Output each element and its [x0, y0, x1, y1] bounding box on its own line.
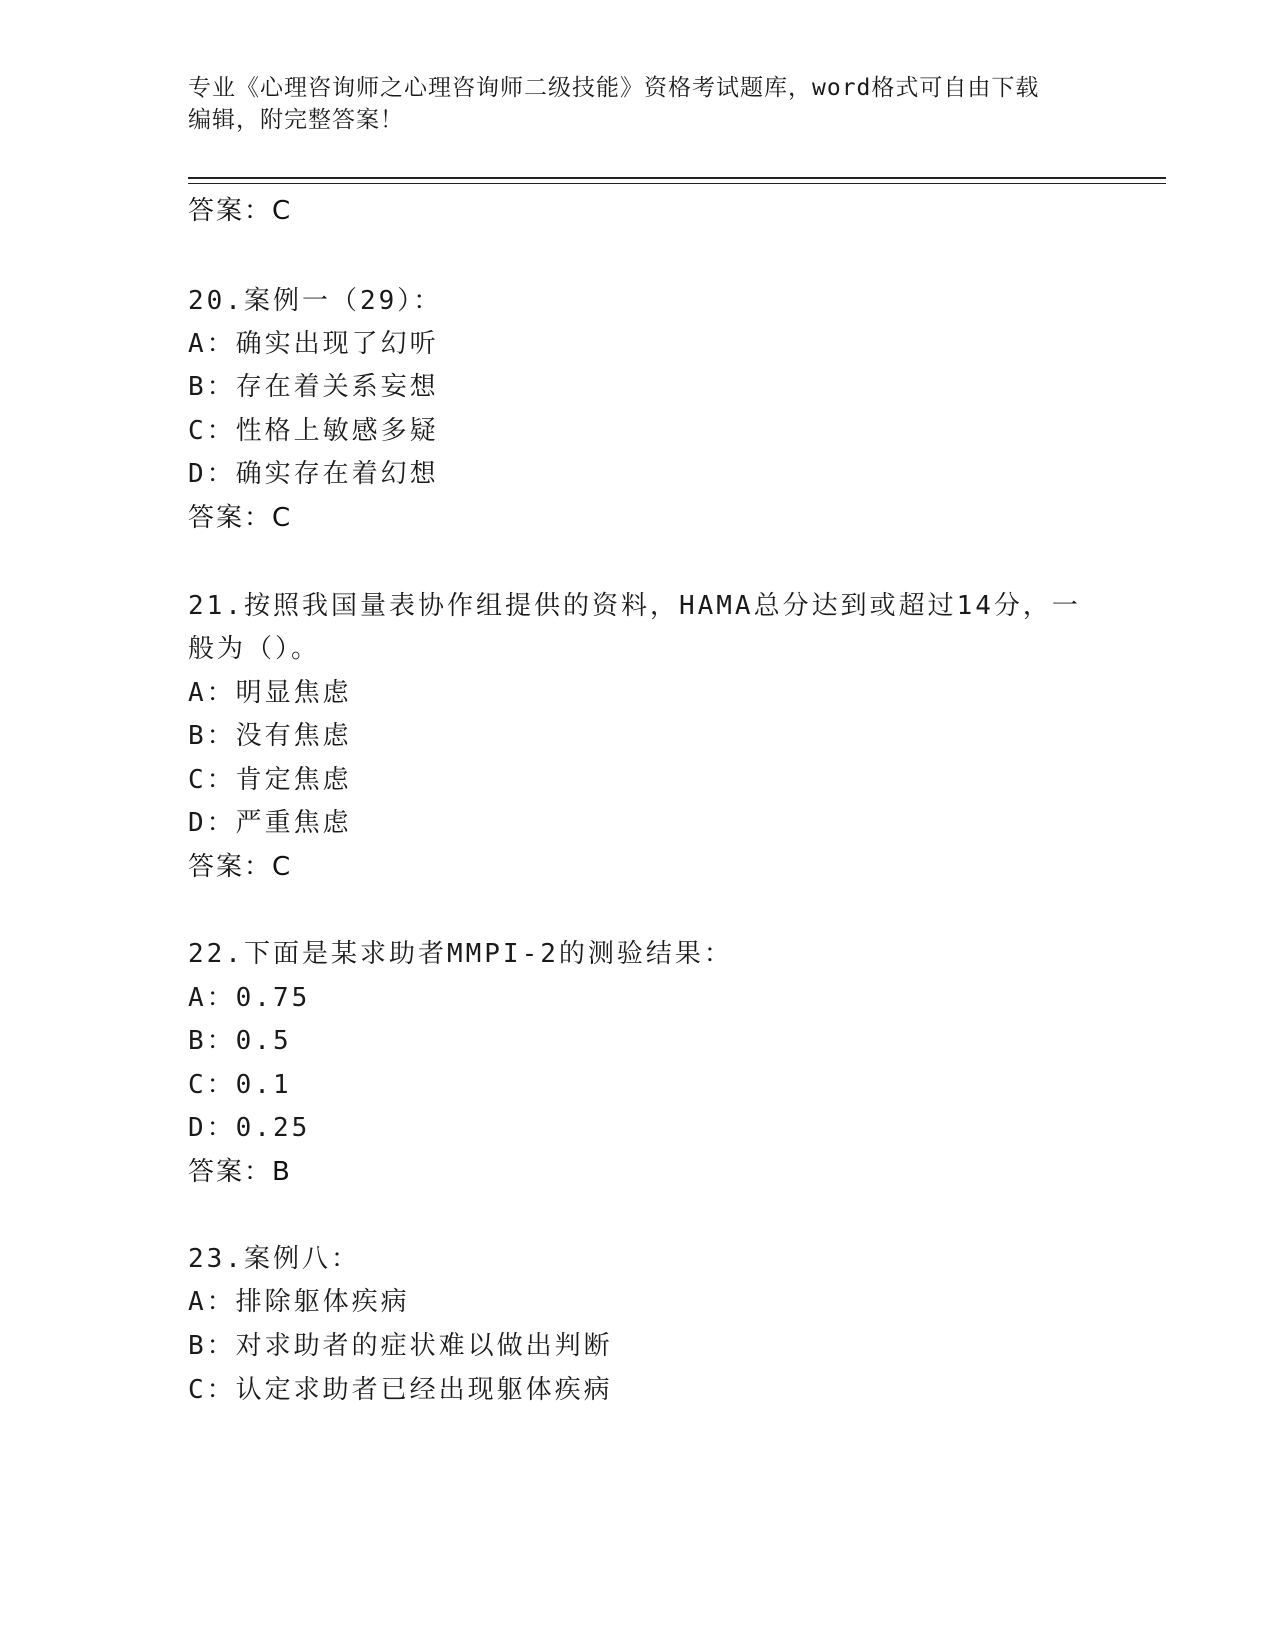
question-20-option-b: B：存在着关系妄想	[188, 372, 439, 402]
question-21-option-c: C：肯定焦虑	[188, 765, 352, 795]
answer-20: 答案：C	[188, 503, 293, 533]
question-23-option-a: A：排除躯体疾病	[188, 1287, 410, 1317]
header-line-1: 专业《心理咨询师之心理咨询师二级技能》资格考试题库，word格式可自由下载	[188, 75, 1040, 101]
question-23-option-b: B：对求助者的症状难以做出判断	[188, 1331, 613, 1361]
header-line-2: 编辑，附完整答案！	[188, 107, 404, 133]
question-23-option-c: C：认定求助者已经出现躯体疾病	[188, 1375, 613, 1405]
question-20-option-a: A：确实出现了幻听	[188, 329, 439, 359]
question-22-option-b: B：0.5	[188, 1026, 292, 1056]
answer-22: 答案：B	[188, 1157, 292, 1187]
header-rule-thick	[188, 177, 1166, 179]
question-21-option-d: D：严重焦虑	[188, 808, 352, 838]
document-header	[188, 72, 1068, 136]
question-21-stem-line-2: 般为（）。	[188, 634, 321, 664]
answer-21: 答案：C	[188, 852, 293, 882]
question-22-option-a: A：0.75	[188, 983, 311, 1013]
question-21-option-b: B：没有焦虑	[188, 721, 352, 751]
answer-19: 答案：C	[188, 196, 293, 226]
question-22-stem: 22.下面是某求助者MMPI-2的测验结果：	[188, 939, 733, 969]
question-20-option-d: D：确实存在着幻想	[188, 459, 439, 489]
question-20-option-c: C：性格上敏感多疑	[188, 416, 439, 446]
header-rule-thin	[188, 183, 1166, 184]
question-21-stem-line-1: 21.按照我国量表协作组提供的资料，HAMA总分达到或超过14分，一	[188, 591, 1081, 621]
question-22-option-d: D：0.25	[188, 1113, 311, 1143]
question-20-stem: 20.案例一（29）：	[188, 286, 443, 316]
question-23-stem: 23.案例八：	[188, 1244, 360, 1274]
question-22-option-c: C：0.1	[188, 1070, 292, 1100]
question-21-option-a: A：明显焦虑	[188, 678, 352, 708]
